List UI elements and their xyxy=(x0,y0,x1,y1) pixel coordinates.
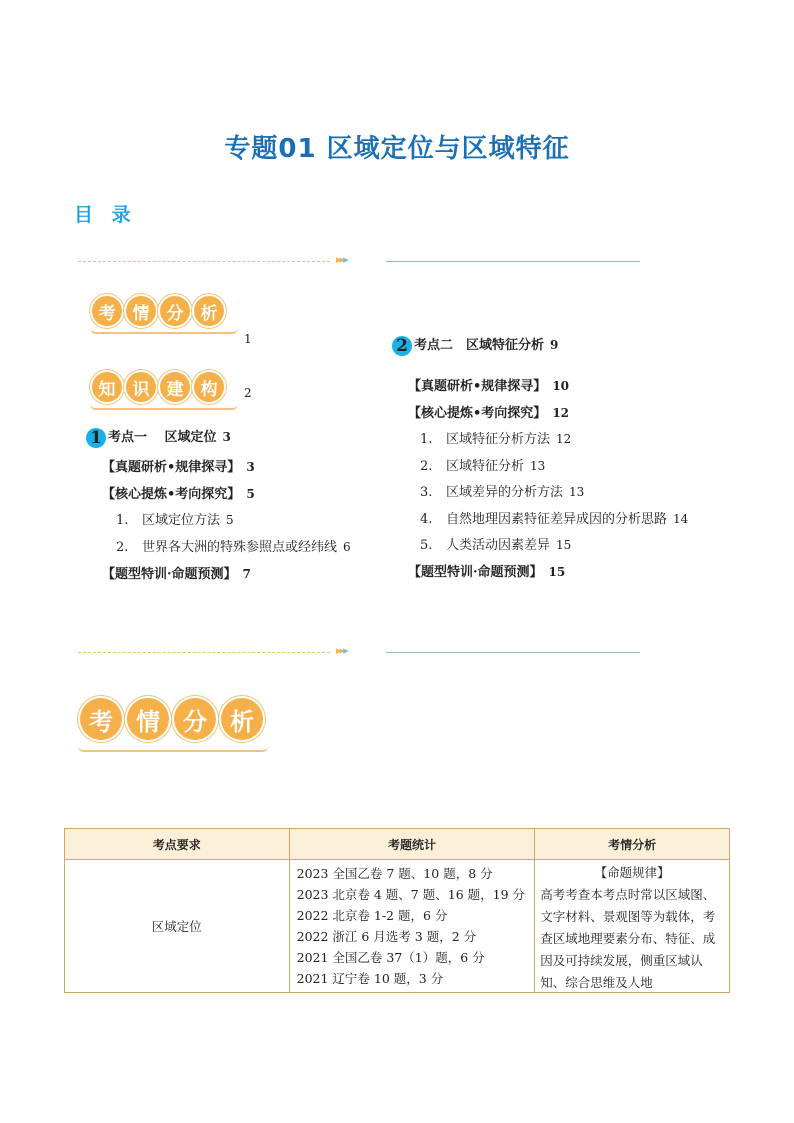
toc-item[interactable]: 【真题研析•规律探寻】 10 xyxy=(408,379,570,394)
divider-top xyxy=(78,255,640,269)
toc-point-2[interactable] xyxy=(392,334,558,356)
stat-line: 2022 浙江 6 月选考 3 题，2 分 xyxy=(296,929,477,944)
badge-char: 分 xyxy=(174,698,216,740)
badge-char: 情 xyxy=(126,296,156,326)
section-badge-analysis xyxy=(80,698,268,740)
analysis-text: 高考考查本考点时常以区域图、文字材料、景观图等为载体，考查区域地理要素分布、特征、成因及可持续发展，侧重区域认知、综合思维及人地 xyxy=(540,887,716,990)
table-row xyxy=(65,860,730,993)
badge-underline xyxy=(78,742,268,752)
toc-subitem[interactable]: 1. 区域特征分析方法 12 xyxy=(420,432,572,447)
toc-page-number: 1 xyxy=(244,332,252,346)
divider-arrows: ▸▸▸ xyxy=(336,644,347,657)
toc-item[interactable]: 【题型特训·命题预测】 7 xyxy=(102,567,251,582)
badge-char: 考 xyxy=(92,296,122,326)
toc-item[interactable]: 【核心提炼•考向探究】 12 xyxy=(408,406,570,421)
toc-subitem[interactable]: 1. 区域定位方法 5 xyxy=(116,513,234,528)
stat-line: 2021 辽宁卷 10 题，3 分 xyxy=(296,971,444,986)
divider-arrows: ▸▸▸ xyxy=(336,253,347,266)
badge-structure[interactable] xyxy=(92,372,228,402)
point-number-icon: 2 xyxy=(392,336,412,356)
badge-char: 知 xyxy=(92,372,122,402)
requirement-cell: 区域定位 xyxy=(65,860,290,993)
badge-char: 构 xyxy=(194,372,224,402)
badge-char: 识 xyxy=(126,372,156,402)
badge-char: 情 xyxy=(127,698,169,740)
stat-line: 2022 北京卷 1-2 题，6 分 xyxy=(296,908,448,923)
analysis-heading: 【命题规律】 xyxy=(594,865,670,880)
badge-analysis[interactable] xyxy=(92,296,228,326)
toc-page-number: 2 xyxy=(244,386,252,400)
stat-line: 2023 全国乙卷 7 题、10 题，8 分 xyxy=(296,866,493,881)
stat-line: 2021 全国乙卷 37（1）题，6 分 xyxy=(296,950,485,965)
badge-char: 分 xyxy=(160,296,190,326)
badge-char: 析 xyxy=(221,698,263,740)
stats-cell xyxy=(289,860,535,993)
badge-char: 析 xyxy=(194,296,224,326)
column-header: 考点要求 xyxy=(65,829,290,860)
toc-subitem[interactable]: 3. 区域差异的分析方法 13 xyxy=(420,485,585,500)
toc-subitem[interactable]: 2. 区域特征分析 13 xyxy=(420,459,546,474)
toc-subitem[interactable]: 5. 人类活动因素差异 15 xyxy=(420,538,572,553)
badge-underline xyxy=(90,326,238,334)
badge-char: 考 xyxy=(80,698,122,740)
divider-bottom xyxy=(78,646,640,660)
toc-subitem[interactable]: 4. 自然地理因素特征差异成因的分析思路 14 xyxy=(420,512,689,527)
toc-point-1[interactable] xyxy=(86,426,231,448)
point-number-icon: 1 xyxy=(86,428,106,448)
toc-item[interactable]: 【题型特训·命题预测】 15 xyxy=(408,565,566,580)
toc-subitem[interactable]: 2. 世界各大洲的特殊参照点或经纬线 6 xyxy=(116,540,351,555)
toc-point-label: 考点一 区域定位 xyxy=(108,430,217,445)
column-header: 考情分析 xyxy=(535,829,730,860)
toc-point-label: 考点二 区域特征分析 xyxy=(414,338,545,353)
badge-char: 建 xyxy=(160,372,190,402)
toc-page-number: 3 xyxy=(222,430,231,444)
toc-item[interactable]: 【真题研析•规律探寻】 3 xyxy=(102,460,255,475)
toc-item[interactable]: 【核心提炼•考向探究】 5 xyxy=(102,487,255,502)
badge-underline xyxy=(90,402,238,410)
stats-table xyxy=(64,828,730,993)
analysis-cell xyxy=(535,860,730,993)
stat-line: 2023 北京卷 4 题、7 题、16 题，19 分 xyxy=(296,887,525,902)
column-header: 考题统计 xyxy=(289,829,535,860)
toc-heading: 目 录 xyxy=(74,204,137,226)
table-header-row xyxy=(65,829,730,860)
toc-page-number: 9 xyxy=(550,338,559,352)
page-title: 专题01 区域定位与区域特征 xyxy=(224,134,570,164)
